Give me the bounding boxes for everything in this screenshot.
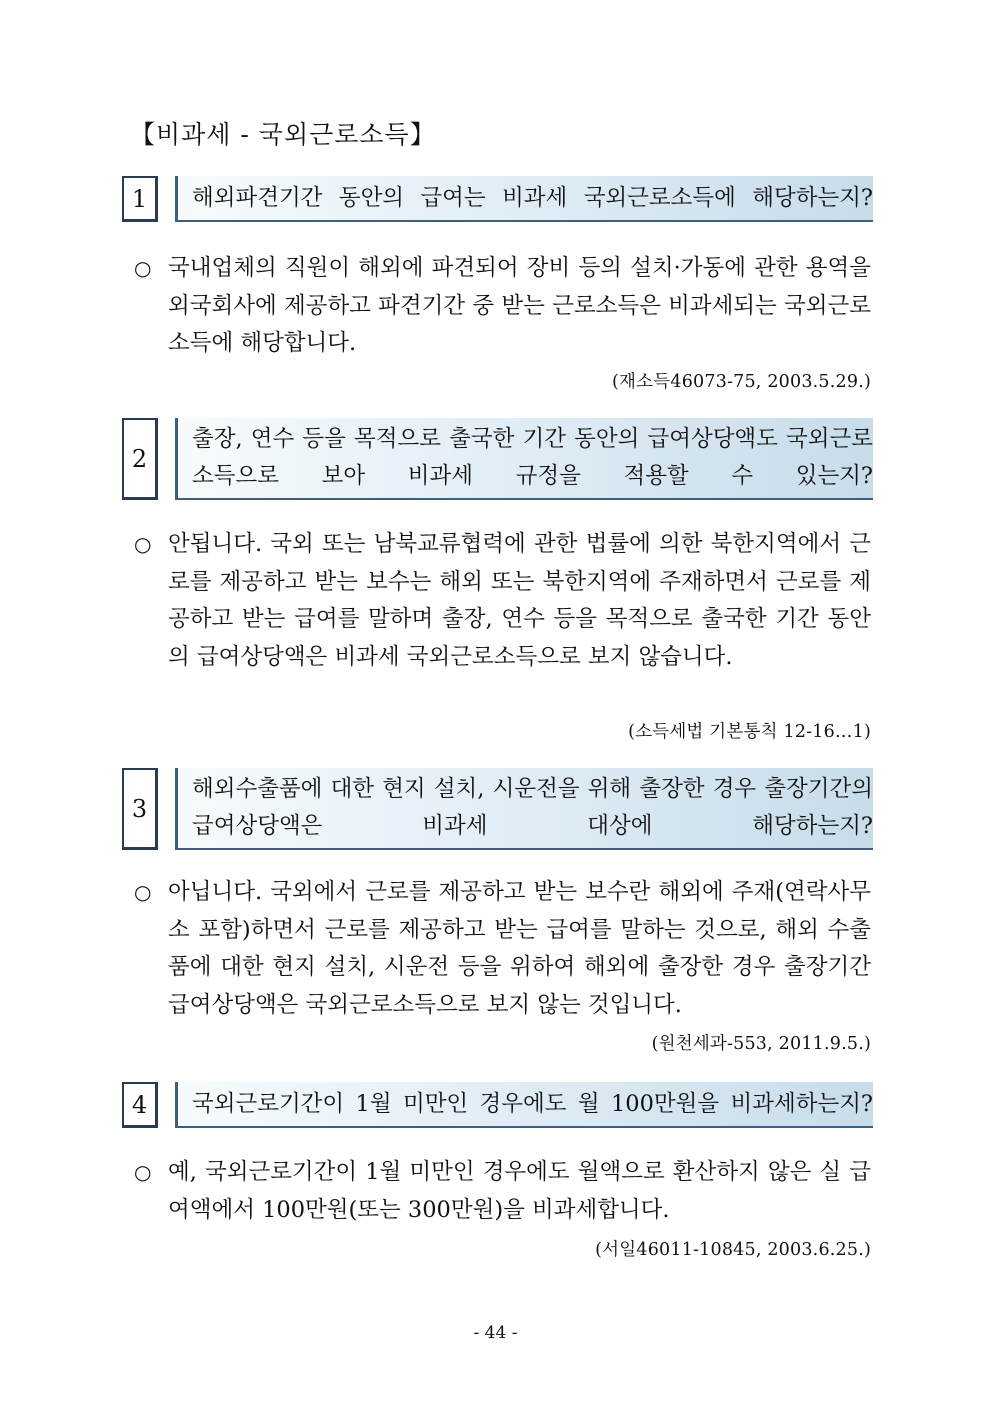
answer-block-4 bbox=[134, 1154, 871, 1229]
question-row-1 bbox=[122, 176, 873, 222]
reference: (원천세과-553, 2011.9.5.) bbox=[651, 1034, 871, 1054]
question-row-3 bbox=[122, 768, 873, 850]
answer-block-3 bbox=[134, 874, 871, 1024]
answer-text: 아닙니다. 국외에서 근로를 제공하고 받는 보수란 해외에 주재(연락사무소 포함)하면서 근로를 제공하고 받는 급여를 말하는 것으로, 해외 수출품에 대한 현지 설치, 시운전 등을 위하여 해외에 출장한 경우 출장기간 급여상당액은 국외근로소득으로 보지 않는 것입니다. bbox=[168, 879, 871, 1018]
question-number: 2 bbox=[122, 418, 158, 500]
question-box bbox=[175, 176, 873, 222]
question-row-4 bbox=[122, 1082, 873, 1128]
answer-text: 예, 국외근로기간이 1월 미만인 경우에도 월액으로 환산하지 않은 실 급여액에서 100만원(또는 300만원)을 비과세합니다. bbox=[168, 1159, 871, 1223]
question-box bbox=[175, 768, 873, 850]
question-number: 3 bbox=[122, 768, 158, 850]
question-box bbox=[175, 418, 873, 500]
reference: (소득세법 기본통칙 12-16…1) bbox=[628, 722, 871, 742]
answer-block-2 bbox=[134, 526, 871, 676]
reference: (재소득46073-75, 2003.5.29.) bbox=[612, 372, 871, 392]
reference: (서일46011-10845, 2003.6.25.) bbox=[595, 1240, 871, 1260]
question-number: 4 bbox=[122, 1082, 158, 1128]
answer-text: 국내업체의 직원이 해외에 파견되어 장비 등의 설치·가동에 관한 용역을 외국회사에 제공하고 파견기간 중 받는 근로소득은 비과세되는 국외근로소득에 해당합니다. bbox=[168, 255, 871, 356]
answer-text: 안됩니다. 국외 또는 남북교류협력에 관한 법률에 의한 북한지역에서 근로를 제공하고 받는 보수는 해외 또는 북한지역에 주재하면서 근로를 제공하고 받는 급여를 말하며 출장, 연수 등을 목적으로 출국한 기간 동안의 급여상당액은 비과세 국외근로소득으로 보지 않습니다. bbox=[168, 531, 871, 670]
bullet-icon: ○ bbox=[134, 1160, 152, 1184]
question-text: 해외파견기간 동안의 급여는 비과세 국외근로소득에 해당하는지? bbox=[192, 184, 873, 211]
bullet-icon: ○ bbox=[134, 532, 152, 556]
section-title: 【비과세 - 국외근로소득】 bbox=[130, 120, 436, 149]
question-row-2 bbox=[122, 418, 873, 500]
question-text: 출장, 연수 등을 목적으로 출국한 기간 동안의 급여상당액도 국외근로소득으로 보아 비과세 규정을 적용할 수 있는지? bbox=[192, 426, 873, 489]
question-number: 1 bbox=[122, 176, 158, 222]
answer-block-1 bbox=[134, 250, 871, 363]
bullet-icon: ○ bbox=[134, 256, 152, 280]
question-text: 해외수출품에 대한 현지 설치, 시운전을 위해 출장한 경우 출장기간의 급여상당액은 비과세 대상에 해당하는지? bbox=[192, 776, 873, 839]
page-number: - 44 - bbox=[473, 1323, 518, 1343]
bullet-icon: ○ bbox=[134, 880, 152, 904]
question-box bbox=[175, 1082, 873, 1128]
question-text: 국외근로기간이 1월 미만인 경우에도 월 100만원을 비과세하는지? bbox=[192, 1090, 873, 1117]
